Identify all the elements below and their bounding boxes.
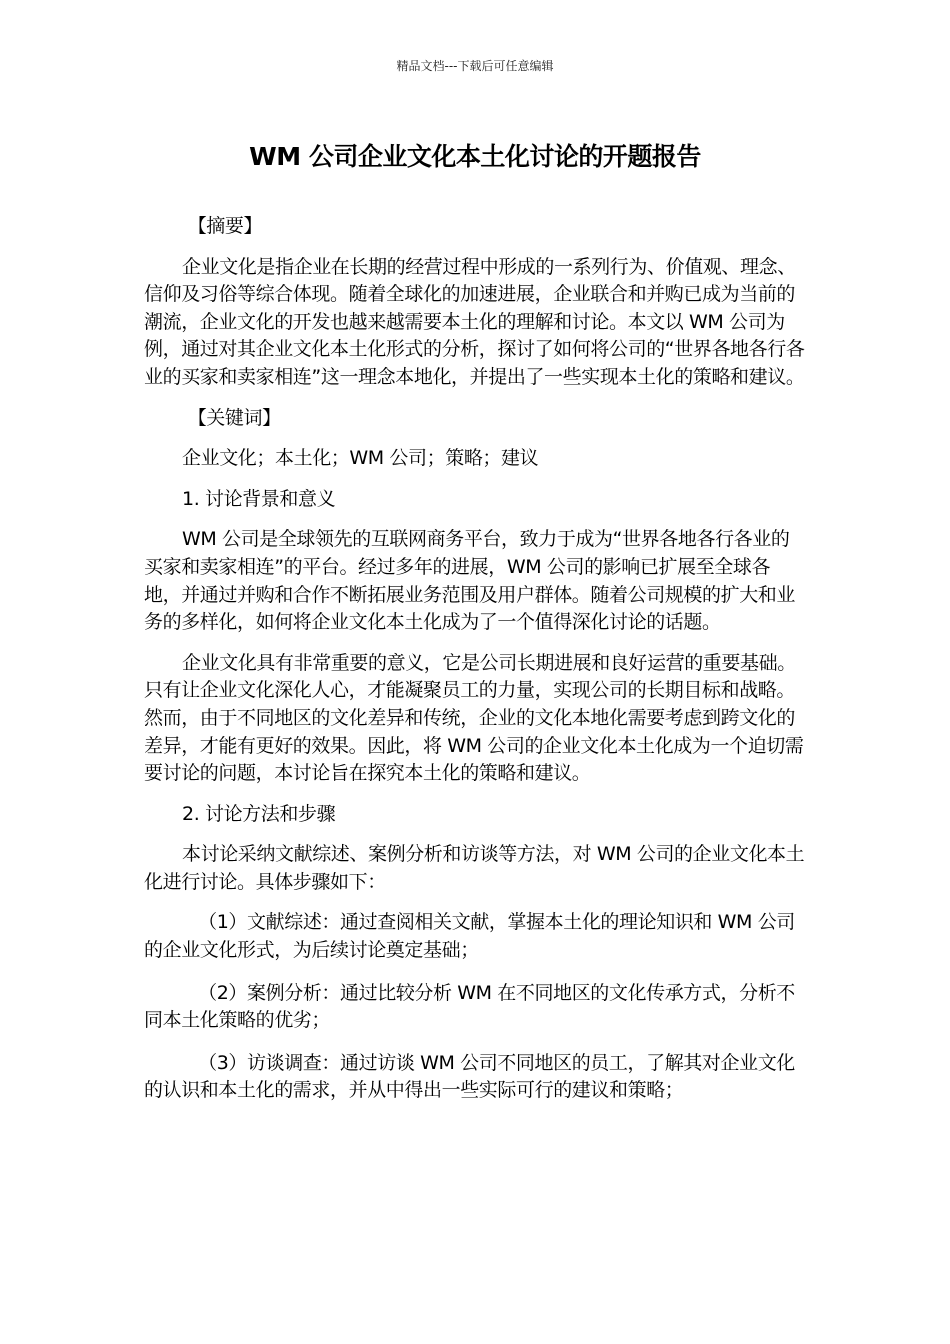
- page-header: 精品文档---下载后可任意编辑: [396, 59, 554, 73]
- method-step-1: （1）文献综述：通过查阅相关文献，掌握本土化的理论知识和 WM 公司的企业文化形式，为后续讨论奠定基础；: [144, 911, 795, 962]
- abstract-paragraph: 企业文化是指企业在长期的经营过程中形成的一系列行为、价值观、理念、信仰及习俗等综合体现。随着全球化的加速进展，企业联合和并购已成为当前的潮流，企业文化的开发也越来越需要本土化的理解和讨论。本文以 WM 公司为例，通过对其企业文化本土化形式的分析，探讨了如何将公司的“世界各地各行各业的买家和卖家相连”这一理念本地化，并提出了一些实现本土化的策略和建议。: [144, 255, 805, 388]
- section-1-heading: 1. 讨论背景和意义: [182, 487, 336, 510]
- section-2-heading: 2. 讨论方法和步骤: [182, 802, 336, 825]
- method-step-2: （2）案例分析：通过比较分析 WM 在不同地区的文化传承方式，分析不同本土化策略的优劣；: [144, 981, 795, 1032]
- abstract-label: 【摘要】: [187, 215, 263, 237]
- keywords-text: 企业文化；本土化；WM 公司；策略；建议: [182, 447, 539, 470]
- document-body: [144, 213, 806, 1118]
- keywords-label: 【关键词】: [187, 406, 281, 429]
- section-2-intro: 本讨论采纳文献综述、案例分析和访谈等方法，对 WM 公司的企业文化本土化进行讨论。具体步骤如下：: [144, 843, 805, 893]
- section-1-paragraph-2: 企业文化具有非常重要的意义，它是公司长期进展和良好运营的重要基础。只有让企业文化深化人心，才能凝聚员工的力量，实现公司的长期目标和战略。然而，由于不同地区的文化差异和传统，企业的文化本地化需要考虑到跨文化的差异，才能有更好的效果。因此，将 WM 公司的企业文化本土化成为一个迫切需要讨论的问题，本讨论旨在探究本土化的策略和建议。: [144, 651, 804, 785]
- document-title: WM 公司企业文化本土化讨论的开题报告: [249, 142, 701, 171]
- method-step-3: （3）访谈调查：通过访谈 WM 公司不同地区的员工，了解其对企业文化的认识和本土化的需求，并从中得出一些实际可行的建议和策略；: [144, 1051, 795, 1102]
- section-1-paragraph-1: WM 公司是全球领先的互联网商务平台，致力于成为“世界各地各行各业的买家和卖家相连”的平台。经过多年的进展，WM 公司的影响已扩展至全球各地，并通过并购和合作不断拓展业务范围及用户群体。随着公司规模的扩大和业务的多样化，如何将企业文化本土化成为了一个值得深化讨论的话题。: [144, 528, 796, 634]
